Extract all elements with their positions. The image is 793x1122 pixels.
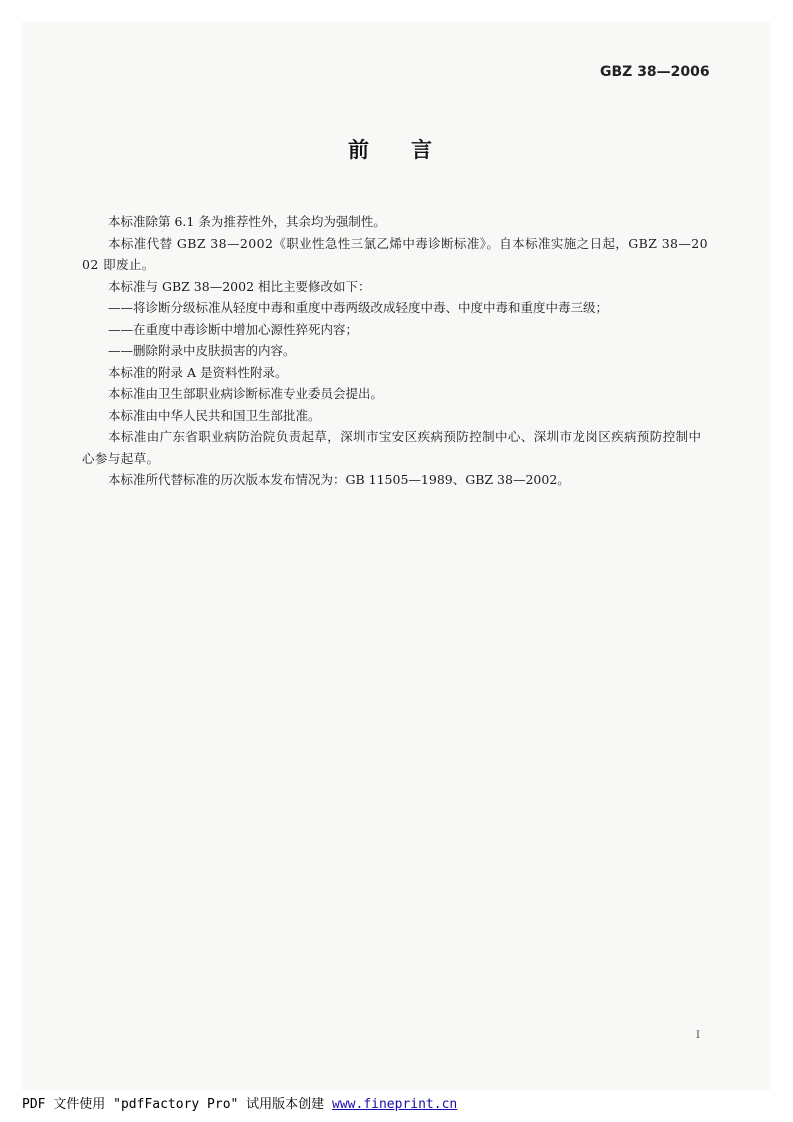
paragraph: ——将诊断分级标准从轻度中毒和重度中毒两级改成轻度中毒、中度中毒和重度中毒三级； [108, 300, 609, 315]
paragraph: ——在重度中毒诊断中增加心源性猝死内容； [108, 321, 359, 337]
paragraph: 本标准的附录 A 是资料性附录。 [108, 364, 288, 380]
scanned-page [22, 22, 770, 1090]
paragraph: 本标准由广东省职业病防治院负责起草，深圳市宝安区疾病预防控制中心、深圳市龙岗区疾病预防控制中心参与起草。 [82, 429, 702, 466]
page-number: I [696, 1030, 700, 1041]
fineprint-link[interactable]: www.fineprint.cn [332, 1097, 458, 1112]
paragraph: 本标准除第 6.1 条为推荐性外，其余均为强制性。 [108, 214, 386, 229]
paragraph: ——删除附录中皮肤损害的内容。 [108, 343, 296, 358]
footer-text: PDF 文件使用 "pdfFactory Pro" 试用版本创建 [22, 1097, 333, 1112]
paragraph: 本标准由中华人民共和国卫生部批准。 [108, 407, 321, 423]
standard-code: GBZ 38—2006 [600, 64, 710, 80]
paragraph: 本标准由卫生部职业病诊断标准专业委员会提出。 [108, 386, 384, 401]
pdf-footer [22, 1093, 457, 1112]
page-title: 前 言 [348, 138, 432, 162]
paragraph: 本标准与 GBZ 38—2002 相比主要修改如下： [108, 278, 371, 294]
paragraph: 本标准代替 GBZ 38—2002《职业性急性三氯乙烯中毒诊断标准》。自本标准实施之日起，GBZ 38—2002 即废止。 [82, 235, 709, 272]
preface-body [82, 211, 710, 491]
paragraph: 本标准所代替标准的历次版本发布情况为：GB 11505—1989、GBZ 38—2002。 [108, 472, 570, 487]
